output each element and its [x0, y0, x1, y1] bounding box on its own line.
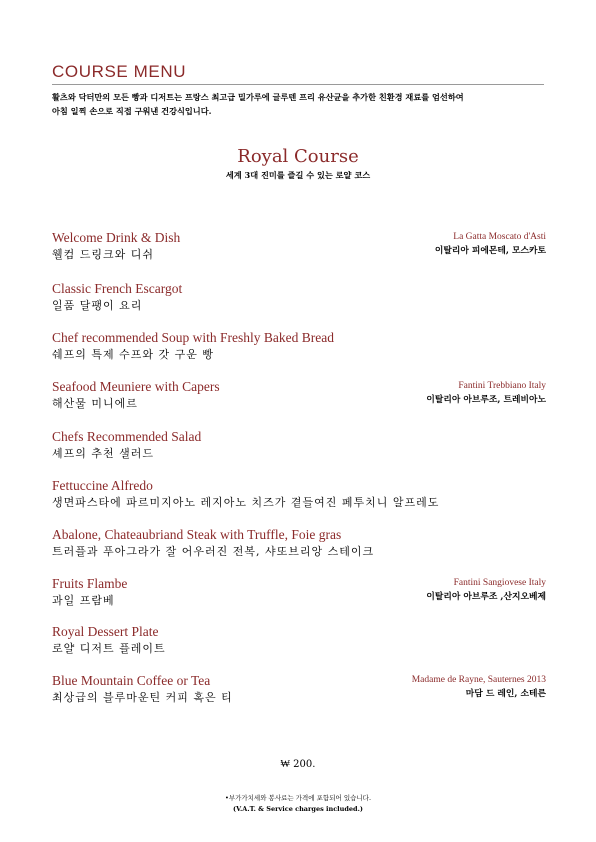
menu-item-escargot	[52, 281, 546, 314]
wine-pairing	[426, 379, 546, 407]
wine-pairing	[435, 230, 546, 258]
dish-name-en: Chefs Recommended Salad	[52, 429, 202, 444]
course-price: ₩ 200.	[280, 759, 316, 770]
menu-item-seafood	[52, 379, 546, 412]
dish-name-en: Welcome Drink & Dish	[52, 230, 181, 245]
tax-note-ko: •부가가치세와 봉사료는 가격에 포함되어 있습니다.	[224, 794, 372, 802]
wine-name-en: Madame de Rayne, Sauternes 2013	[411, 675, 546, 685]
intro-text	[52, 90, 552, 118]
dish-name-en: Classic French Escargot	[52, 281, 183, 296]
dish-name-ko: 쉐프의 특제 수프와 갓 구운 빵	[52, 348, 214, 361]
wine-name-ko: 이탈리아 아브루조, 트레비아노	[426, 395, 546, 405]
page-title: COURSE MENU	[52, 62, 187, 81]
menu-item-steak	[52, 527, 546, 560]
intro-line-1: 활츠와 닥터만의 모든 빵과 디저트는 프랑스 최고급 밀가루에 글루텐 프리 유산균을 추가한 친환경 재료를 엄선하여	[52, 92, 464, 102]
wine-name-en: Fantini Trebbiano Italy	[458, 381, 546, 391]
wine-name-ko: 이탈리아 아브루조 ,산지오베제	[426, 592, 546, 602]
dish-name-en: Royal Dessert Plate	[52, 624, 159, 639]
menu-item-soup	[52, 330, 546, 363]
wine-name-en: La Gatta Moscato d'Asti	[453, 232, 546, 242]
dish-name-en: Fruits Flambe	[52, 576, 128, 591]
dish-name-ko: 일품 달팽이 요리	[52, 299, 143, 312]
wine-pairing	[426, 576, 546, 604]
dish-name-ko: 웰컴 드링크와 디쉬	[52, 248, 155, 261]
dish-name-en: Chef recommended Soup with Freshly Baked Bread	[52, 330, 334, 345]
course-subtitle: 세계 3대 진미를 즐길 수 있는 로얄 코스	[225, 170, 371, 180]
course-title: Royal Course	[237, 146, 359, 167]
intro-line-2: 아침 일찍 손으로 직접 구워낸 건강식입니다.	[52, 106, 212, 116]
menu-item-coffee	[52, 673, 546, 706]
dish-name-en: Abalone, Chateaubriand Steak with Truffle, Foie gras	[52, 527, 342, 542]
wine-name-ko: 이탈리아 피에몬테, 모스카토	[434, 246, 546, 256]
dish-name-ko: 해산물 미니에르	[52, 397, 138, 410]
dish-name-en: Blue Mountain Coffee or Tea	[52, 673, 211, 688]
wine-pairing	[412, 673, 546, 701]
dish-name-ko: 셰프의 추천 샐러드	[52, 447, 155, 460]
header-divider	[52, 84, 544, 85]
dish-name-ko: 로얄 디저트 플레이트	[52, 642, 166, 655]
dish-name-ko: 과일 프람베	[52, 594, 115, 607]
menu-item-fettuccine	[52, 478, 546, 511]
dish-name-ko: 트러플과 푸아그라가 잘 어우러진 전복, 샤또브리앙 스테이크	[52, 545, 375, 558]
menu-item-flambe	[52, 576, 546, 609]
wine-name-en: Fantini Sangiovese Italy	[453, 578, 546, 588]
wine-name-ko: 마담 드 레인, 소테른	[465, 689, 546, 699]
dish-name-ko: 생면파스타에 파르미지아노 레지아노 치즈가 곁들여진 페투치니 알프레도	[52, 496, 440, 509]
tax-note-en: (V.A.T. & Service charges included.)	[233, 805, 363, 813]
menu-item-salad	[52, 429, 546, 462]
menu-item-dessert	[52, 624, 546, 657]
menu-item-welcome-drink	[52, 230, 546, 263]
dish-name-ko: 최상급의 블루마운틴 커피 혹은 티	[52, 691, 233, 704]
dish-name-en: Seafood Meuniere with Capers	[52, 379, 220, 394]
dish-name-en: Fettuccine Alfredo	[52, 478, 153, 493]
